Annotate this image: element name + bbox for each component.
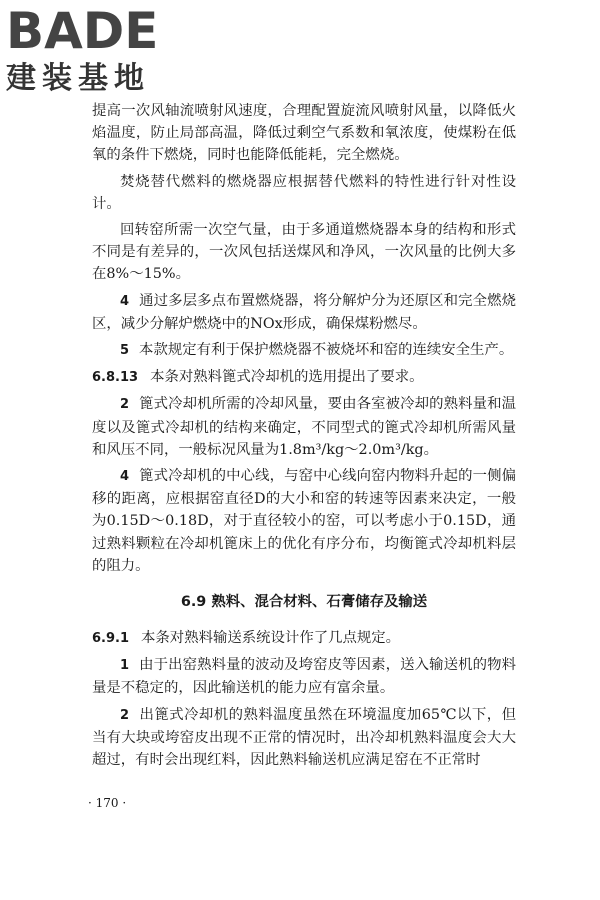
item-number: 2 bbox=[120, 707, 130, 723]
paragraph-text: 篦式冷却机的中心线，与窑中心线向窑内物料升起的一侧偏移的距离，应根据窑直径D的大小和窑的转速等因素来决定，一般为0.15D～0.18D，对于直径较小的窑，可以考虑小于0.15D，通过熟料颗粒在冷却机篦床上的优化有序分布，均衡篦式冷却机料层的阻力。 bbox=[92, 468, 516, 574]
item-paragraph bbox=[92, 290, 516, 335]
item-number: 1 bbox=[120, 658, 130, 674]
item-paragraph bbox=[92, 465, 516, 577]
logo bbox=[6, 4, 176, 96]
clause-number: 6.8.13 bbox=[92, 370, 139, 386]
paragraph-text: 本款规定有利于保护燃烧器不被烧坏和窑的连续安全生产。 bbox=[139, 342, 514, 359]
paragraph bbox=[92, 219, 516, 286]
paragraph-text: 篦式冷却机所需的冷却风量，要由各室被冷却的熟料量和温度以及篦式冷却机的结构来确定，不同型式的篦式冷却机所需风量和风压不同，一般标况风量为1.8m³/kg～2.0m³/kg。 bbox=[92, 396, 516, 458]
paragraph-text: 本条对熟料输送系统设计作了几点规定。 bbox=[141, 630, 401, 647]
logo-subtitle: 建装基地 bbox=[6, 61, 150, 96]
logo-wordmark: BADE bbox=[6, 2, 159, 60]
paragraph bbox=[92, 100, 516, 167]
clause-paragraph bbox=[92, 627, 516, 650]
paragraph-text: 由于出窑熟料量的波动及垮窑皮等因素，送入输送机的物料量是不稳定的，因此输送机的能力应有富余量。 bbox=[92, 657, 516, 697]
page-number: · 170 · bbox=[88, 796, 127, 810]
clause-number: 6.9.1 bbox=[92, 631, 130, 647]
paragraph-text: 提高一次风轴流喷射风速度，合理配置旋流风喷射风量，以降低火焰温度，防止局部高温，降低过剩空气系数和氧浓度，使煤粉在低氧的条件下燃烧，同时也能降低能耗，完全燃烧。 bbox=[92, 103, 516, 164]
clause-paragraph bbox=[92, 366, 516, 389]
paragraph-text: 本条对熟料篦式冷却机的选用提出了要求。 bbox=[150, 369, 424, 386]
paragraph bbox=[92, 171, 516, 215]
item-paragraph bbox=[92, 654, 516, 699]
item-number: 2 bbox=[120, 397, 130, 413]
paragraph-text: 出篦式冷却机的熟料温度虽然在环境温度加65℃以下，但当有大块或垮窑皮出现不正常的情况时，出冷却机熟料温度会大大超过，有时会出现红料，因此熟料输送机应满足窑在不正常时 bbox=[92, 706, 516, 769]
item-paragraph bbox=[92, 393, 516, 461]
paragraph-text: 通过多层多点布置燃烧器，将分解炉分为还原区和完全燃烧区，减少分解炉燃烧中的NOx形成，确保煤粉燃尽。 bbox=[92, 292, 516, 332]
paragraph-text: 焚烧替代燃料的燃烧器应根据替代燃料的特性进行针对性设计。 bbox=[92, 173, 516, 212]
section-heading: 6.9 熟料、混合材料、石膏储存及输送 bbox=[180, 594, 428, 611]
item-number: 4 bbox=[120, 469, 130, 485]
item-number: 5 bbox=[120, 343, 130, 359]
item-paragraph bbox=[92, 704, 516, 772]
document-body bbox=[92, 100, 516, 775]
item-paragraph bbox=[92, 339, 516, 362]
item-number: 4 bbox=[120, 293, 130, 309]
paragraph-text: 回转窑所需一次空气量，由于多通道燃烧器本身的结构和形式不同是有差异的，一次风包括送煤风和净风，一次风量的比例大多在8%～15%。 bbox=[92, 222, 516, 283]
